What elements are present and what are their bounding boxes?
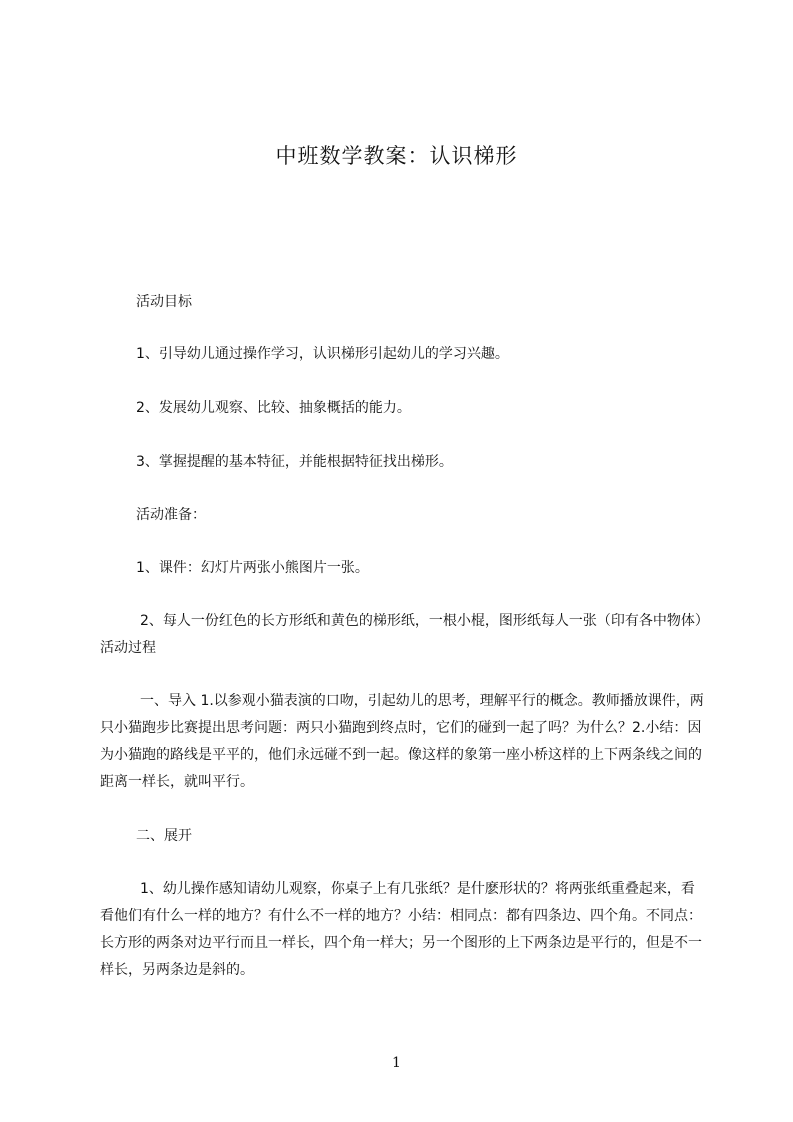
section-heading-expand: 二、展开 <box>136 828 192 844</box>
paragraph-prep-1: 1、课件：幻灯片两张小熊图片一张。 <box>136 560 369 576</box>
paragraph-goal-1: 1、引导幼儿通过操作学习，认识梯形引起幼儿的学习兴趣。 <box>136 346 509 362</box>
paragraph-goal-2: 2、发展幼儿观察、比较、抽象概括的能力。 <box>136 400 411 416</box>
page-title: 中班数学教案：认识梯形 <box>275 144 518 168</box>
paragraph-expand-1: 1、幼儿操作感知请幼儿观察，你桌子上有几张纸？是什麽形状的？将两张纸重叠起来，看看他们有什么一样的地方？有什么不一样的地方？小结：相同点：都有四条边、四个角。不同点：长方形的两条对边平行而且一样长，四个角一样大；另一个图形的上下两条边是平行的，但是不一样长，另两条边是斜的。 <box>100 881 702 978</box>
paragraph-intro: 一、导入 1.以参观小猫表演的口吻，引起幼儿的思考，理解平行的概念。教师播放课件，两只小猫跑步比赛提出思考问题：两只小猫跑到终点时，它们的碰到一起了吗？为什么？2.小结：因为小猫跑的路线是平平的，他们永远碰不到一起。像这样的象第一座小桥这样的上下两条线之间的距离一样长，就叫平行。 <box>100 693 704 790</box>
paragraph-prep-2: 2、每人一份红色的长方形纸和黄色的梯形纸，一根小棍，图形纸每人一张（印有各中物体）活动过程 <box>100 613 702 656</box>
page-number: 1 <box>392 1055 401 1071</box>
section-heading-preparation: 活动准备： <box>136 507 206 523</box>
paragraph-goal-3: 3、掌握提醒的基本特征，并能根据特征找出梯形。 <box>136 454 453 470</box>
section-heading-goals: 活动目标 <box>136 294 192 310</box>
